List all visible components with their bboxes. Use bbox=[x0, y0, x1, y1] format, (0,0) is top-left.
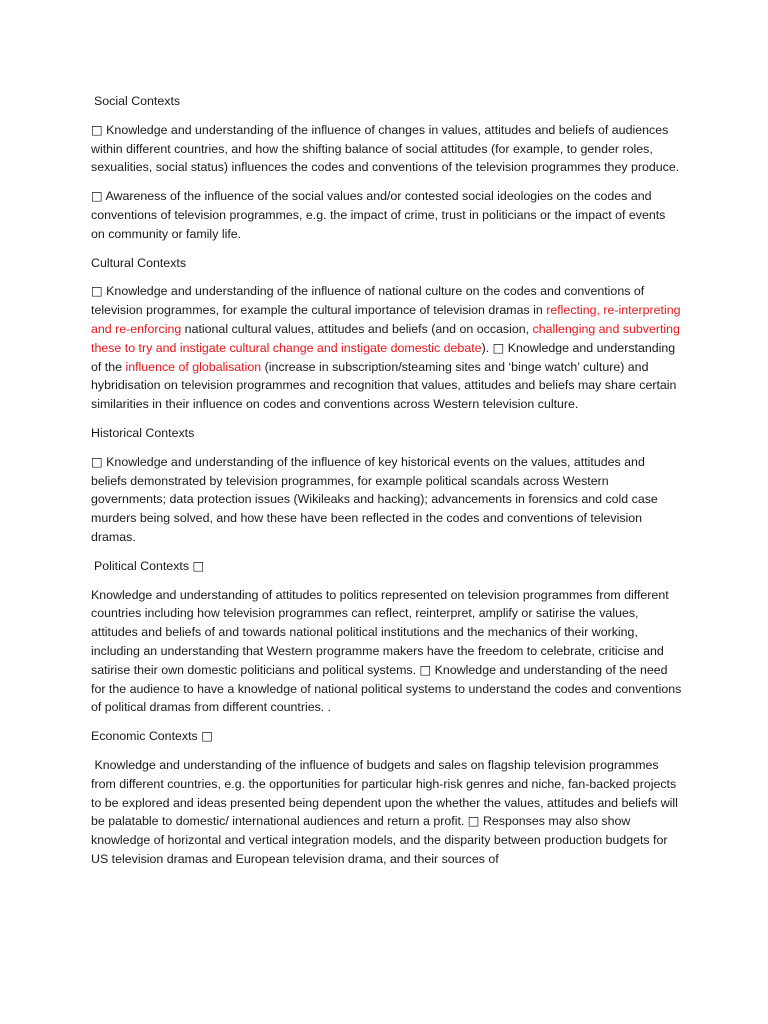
cultural-text-1: Knowledge and understanding of the influence of national culture on the codes and conventions of television programmes, for example the cultural importance of television dramas in bbox=[91, 284, 645, 318]
cultural-highlight-1: reflecting, re-interpreting and re-enforcing bbox=[91, 303, 681, 336]
cultural-text-5: (increase in subscription/steaming sites and ‘binge watch’ culture) and hybridisation on television programmes and recognition that values, attitudes and beliefs may share certain similarities in their influence on codes and conventions across Western television culture. bbox=[91, 359, 677, 412]
social-paragraph-2 bbox=[91, 187, 682, 243]
historical-contexts-heading: Historical Contexts bbox=[91, 425, 195, 440]
political-paragraph bbox=[91, 586, 682, 718]
missing-glyph-icon: □ bbox=[91, 283, 103, 299]
historical-paragraph bbox=[91, 453, 682, 547]
cultural-paragraph bbox=[91, 282, 682, 414]
missing-glyph-icon: □ bbox=[201, 728, 213, 744]
missing-glyph-icon: □ bbox=[91, 121, 103, 137]
social-paragraph-1 bbox=[91, 121, 682, 177]
political-contexts-heading bbox=[91, 557, 682, 576]
historical-text: Knowledge and understanding of the influence of key historical events on the values, attitudes and beliefs demonstrated by television programmes, for example political scandals across Western governments; data protection issues (Wikileaks and hacking); advancements in forensics and cold case murders being solved, and how these have been reflected in the codes and conventions of television dramas. bbox=[91, 454, 658, 544]
missing-glyph-icon: □ bbox=[467, 813, 480, 829]
political-text-1: Knowledge and understanding of attitudes to politics represented on television programmes from different countries including how television programmes can reflect, reinterpret, amplify or satirise the values, attitudes and beliefs of and towards national political institutions and the mechanics of their working, including an understanding that Western programme makers have the freedom to celebrate, criticise and satirise their own domestic politicians and political systems. bbox=[91, 587, 669, 677]
missing-glyph-icon: □ bbox=[492, 339, 505, 355]
missing-glyph-icon: □ bbox=[91, 453, 103, 469]
cultural-text-2: national cultural values, attitudes and beliefs (and on occasion, bbox=[181, 321, 533, 336]
political-text-2: Knowledge and understanding of the need for the audience to have a knowledge of national political systems to understand the codes and conventions of political dramas from different countries. . bbox=[91, 662, 682, 715]
political-heading-text: Political Contexts bbox=[94, 558, 190, 573]
economic-text-1: Knowledge and understanding of the influence of budgets and sales on flagship television programmes from different countries, e.g. the opportunities for particular high-risk genres and niche, fan-backed projects to be explored and ideas presented being dependent upon the whether the values, attitudes and beliefs will be palatable to domestic/ international audiences and return a profit. bbox=[91, 757, 678, 829]
economic-text-2: Responses may also show knowledge of horizontal and vertical integration models, and the disparity between production budgets for US television dramas and European television drama, and their sources of bbox=[91, 814, 668, 866]
cultural-highlight-2: challenging and subverting these to try and instigate cultural change and instigate domestic debate bbox=[91, 321, 680, 355]
cultural-text-3: ). bbox=[481, 340, 490, 355]
missing-glyph-icon: □ bbox=[419, 661, 432, 677]
social-contexts-heading: Social Contexts bbox=[94, 94, 181, 108]
cultural-contexts-heading: Cultural Contexts bbox=[91, 255, 187, 270]
missing-glyph-icon: □ bbox=[192, 557, 205, 573]
economic-paragraph bbox=[91, 756, 682, 869]
missing-glyph-icon: □ bbox=[91, 188, 103, 204]
cultural-text-4: Knowledge and understanding of the bbox=[91, 340, 676, 374]
social-p2-text: Awareness of the influence of the social values and/or contested social ideologies on the codes and conventions of television programmes, e.g. the impact of crime, trust in politicians or the impact of events on community or family life. bbox=[91, 189, 666, 241]
economic-heading-text: Economic Contexts bbox=[91, 729, 198, 744]
cultural-highlight-3: influence of globalisation bbox=[125, 359, 262, 374]
social-p1-text: Knowledge and understanding of the influence of changes in values, attitudes and beliefs of audiences within different countries, and how the shifting balance of social attitudes (for example, to gender roles, sexualities, social status) influences the codes and conventions of the television programmes they produce. bbox=[91, 122, 680, 175]
economic-contexts-heading bbox=[91, 727, 682, 746]
